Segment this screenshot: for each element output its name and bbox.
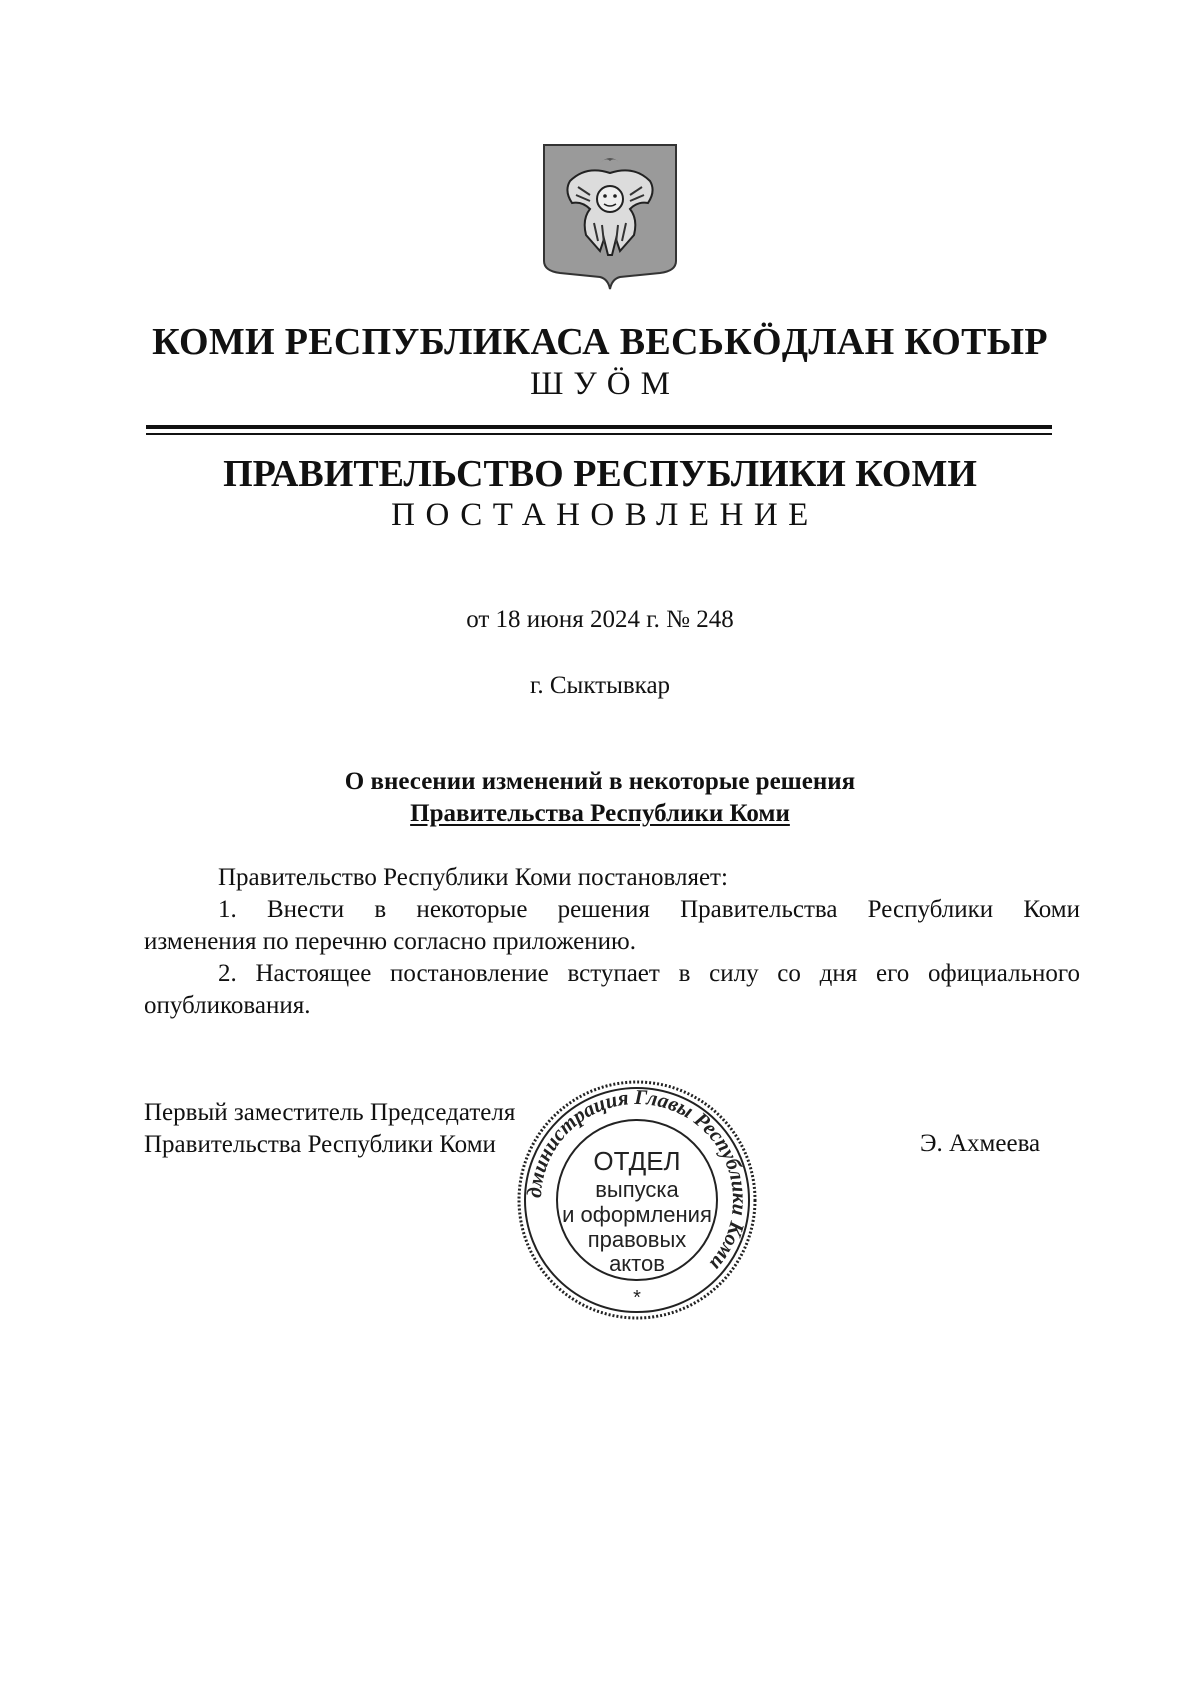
document-subject-line2 (0, 800, 1200, 828)
document-date-number: от 18 июня 2024 г. № 248 (466, 606, 734, 633)
document-city: г. Сыктывкар (529, 672, 671, 699)
body-item2-line1: 2. Настоящее постановление вступает в силу со дня его официального (218, 960, 1080, 987)
coat-of-arms-icon (542, 143, 678, 291)
komi-government-title: КОМИ РЕСПУБЛИКАСА ВЕСЬКÖДЛАН КОТЫР (152, 321, 1048, 363)
subject-underlined-text: Правительства Республики Коми (410, 800, 790, 827)
stamp-line-4: правовых (587, 1227, 687, 1252)
komi-document-type: ШУÖМ (530, 366, 680, 402)
stamp-line-1: ОТДЕЛ (593, 1146, 681, 1176)
stamp-star-mark: * (633, 1287, 641, 1309)
body-item2-line2: опубликования. (144, 992, 311, 1019)
document-type: ПОСТАНОВЛЕНИЕ (391, 497, 819, 533)
stamp-line-5: актов (609, 1251, 665, 1276)
government-title: ПРАВИТЕЛЬСТВО РЕСПУБЛИКИ КОМИ (223, 453, 977, 495)
document-subject-line1: О внесении изменений в некоторые решения (344, 768, 856, 795)
signatory-position-line2: Правительства Республики Коми (144, 1131, 496, 1158)
body-item1-line1: 1. Внести в некоторые решения Правительства Республики Коми (218, 896, 1080, 923)
stamp-line-3: и оформления (562, 1202, 712, 1227)
body-intro: Правительство Республики Коми постановляет: (218, 864, 728, 891)
body-item1-line2: изменения по перечню согласно приложению. (144, 928, 636, 955)
official-stamp (512, 1075, 762, 1325)
header-divider-thin (146, 433, 1052, 435)
signatory-position-line1: Первый заместитель Председателя (144, 1099, 516, 1126)
stamp-ring-text: дминистрация Главы Республики Коми (521, 1084, 753, 1276)
header-divider-thick (146, 425, 1052, 429)
signatory-name: Э. Ахмеева (920, 1130, 1041, 1157)
stamp-line-2: выпуска (595, 1177, 679, 1202)
